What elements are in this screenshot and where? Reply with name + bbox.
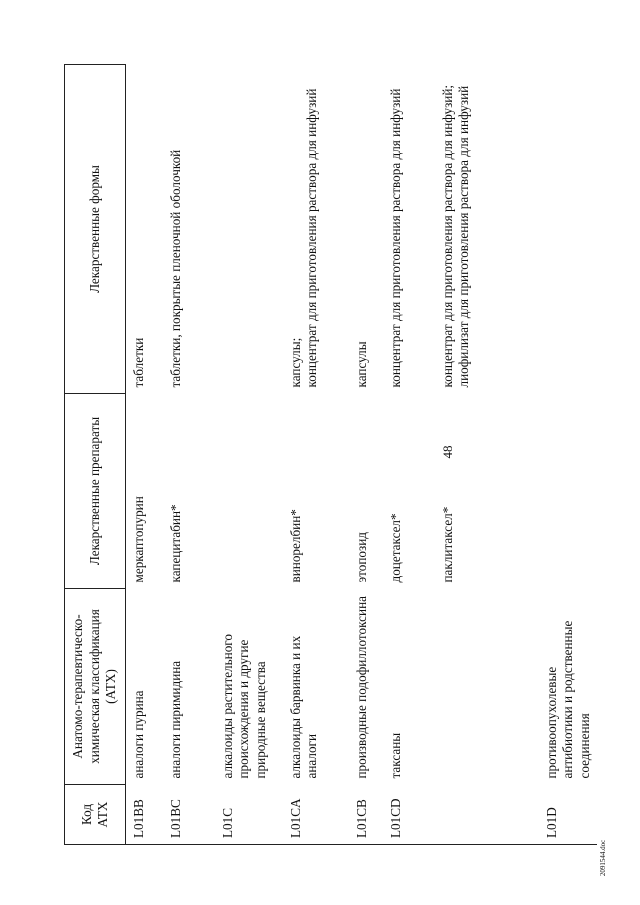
cell-code: L01CA <box>283 785 349 845</box>
cell-code: L01BC <box>163 785 215 845</box>
cell-atc: алкалоиды растительного происхождения и другие природные вещества <box>219 634 268 779</box>
cell-code: L01D <box>539 785 598 845</box>
table-row <box>383 65 435 845</box>
cell-drug: паклитаксел* <box>439 506 455 583</box>
cell-atc: противоопухолевые антибиотики и родственные соединения <box>543 620 592 779</box>
cell-atc: производные подофиллотоксина <box>353 596 369 779</box>
header-forms: Лекарственные формы <box>65 65 126 394</box>
cell-atc: аналоги пиримидина <box>167 660 183 779</box>
table-header-row <box>65 65 126 845</box>
cell-form: концентрат для приготовления раствора для инфузий; лиофилизат для приготовления раствора для инфузий <box>439 84 471 388</box>
header-drugs: Лекарственные препараты <box>65 394 126 589</box>
header-atc: Анатомо-терапевтическо-химическая классификация (АТХ) <box>65 589 126 785</box>
cell-code: L01C <box>215 785 283 845</box>
cell-drug: капецитабин* <box>167 504 183 583</box>
cell-code: L01CB <box>349 785 383 845</box>
drug-classification-table <box>64 64 597 845</box>
cell-drug <box>215 394 283 589</box>
table-row <box>539 65 598 845</box>
table-row <box>215 65 283 845</box>
cell-drug: винорелбин* <box>287 509 303 583</box>
page-number: 48 <box>440 445 455 459</box>
cell-code <box>435 785 539 845</box>
cell-drug <box>539 394 598 589</box>
cell-code: L01CD <box>383 785 435 845</box>
cell-form: таблетки <box>131 337 146 388</box>
table-row <box>126 65 163 845</box>
cell-drug: этопозид <box>353 532 369 583</box>
table-row <box>349 65 383 845</box>
table-row <box>283 65 349 845</box>
cell-form <box>539 65 598 394</box>
cell-atc <box>435 589 539 785</box>
cell-code: L01BB <box>126 785 163 845</box>
table-row <box>435 65 539 845</box>
table-row <box>163 65 215 845</box>
cell-form: капсулы; концентрат для приготовления раствора для инфузий <box>287 88 319 388</box>
footer-document-code: 2091544.doc <box>599 839 607 877</box>
cell-drug: меркаптопурин <box>131 496 146 583</box>
cell-form <box>215 65 283 394</box>
header-code: Код АТХ <box>65 785 126 845</box>
cell-drug: доцетаксел* <box>387 513 403 583</box>
cell-form: концентрат для приготовления раствора для инфузий <box>387 88 403 388</box>
cell-atc: аналоги пурина <box>131 690 146 779</box>
cell-form: капсулы <box>353 341 369 388</box>
cell-atc: таксаны <box>387 732 403 779</box>
cell-atc: алкалоиды барвинка и их аналоги <box>287 635 319 779</box>
cell-form: таблетки, покрытые пленочной оболочкой <box>167 149 183 388</box>
